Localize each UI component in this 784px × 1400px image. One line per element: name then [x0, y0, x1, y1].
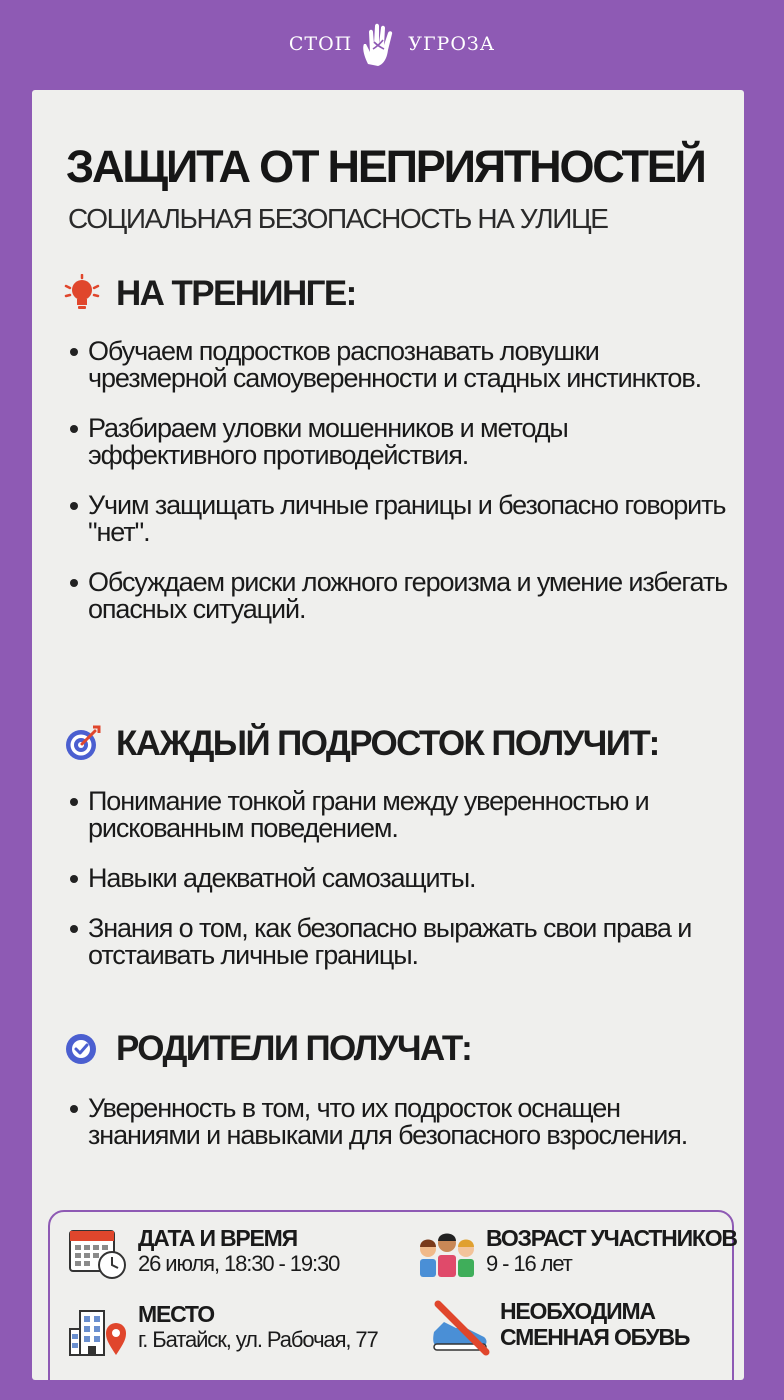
info-date	[68, 1225, 339, 1283]
info-shoes	[430, 1298, 689, 1356]
list-item: Навыки адекватной самозащиты.	[68, 865, 728, 892]
sneaker-icon	[430, 1298, 492, 1356]
page-title: ЗАЩИТА ОТ НЕПРИЯТНОСТЕЙ	[66, 141, 705, 192]
shoes-label-line2: СМЕННАЯ ОБУВЬ	[500, 1324, 690, 1350]
info-place	[68, 1301, 378, 1359]
building-pin-icon	[68, 1301, 130, 1359]
list-item: Знания о том, как безопасно выражать свои права и отстаивать личные границы.	[68, 915, 728, 969]
training-list	[68, 338, 728, 646]
list-item: Понимание тонкой грани между уверенностью и рискованным поведением.	[68, 788, 728, 842]
teen-gets-list	[68, 788, 728, 992]
calendar-clock-icon	[68, 1225, 130, 1283]
section-heading-parents-get	[62, 1028, 471, 1070]
place-label: МЕСТО	[138, 1301, 214, 1327]
age-value: 9 - 16 лет	[486, 1251, 572, 1276]
list-item: Учим защищать личные границы и безопасно говорить "нет".	[68, 492, 728, 546]
date-value: 26 июля, 18:30 - 19:30	[138, 1251, 340, 1276]
section-heading-label: РОДИТЕЛИ ПОЛУЧАТ:	[116, 1029, 472, 1068]
list-item: Уверенность в том, что их подросток оснащен знаниями и навыками для безопасного взросления.	[68, 1095, 728, 1149]
logo	[0, 18, 784, 70]
info-age	[416, 1225, 737, 1283]
target-icon	[62, 724, 102, 764]
place-value: г. Батайск, ул. Рабочая, 77	[138, 1327, 378, 1352]
teens-group-icon	[416, 1225, 478, 1283]
list-item: Обучаем подростков распознавать ловушки чрезмерной самоуверенности и стадных инстинктов.	[68, 338, 728, 392]
age-label: ВОЗРАСТ УЧАСТНИКОВ	[486, 1225, 737, 1251]
section-heading-training	[62, 273, 356, 315]
logo-text-right: УГРОЗА	[408, 33, 496, 55]
date-label: ДАТА И ВРЕМЯ	[138, 1225, 297, 1251]
section-heading-teen-gets	[62, 723, 659, 765]
list-item: Обсуждаем риски ложного героизма и умение избегать опасных ситуаций.	[68, 569, 728, 623]
hand-icon	[354, 18, 406, 70]
poster-card	[32, 90, 744, 1380]
parents-get-list	[68, 1095, 728, 1172]
shoes-label-line1: НЕОБХОДИМА	[500, 1298, 655, 1324]
lightbulb-icon	[62, 274, 102, 314]
list-item: Разбираем уловки мошенников и методы эффективного противодействия.	[68, 415, 728, 469]
section-heading-label: НА ТРЕНИНГЕ:	[116, 274, 356, 313]
section-heading-label: КАЖДЫЙ ПОДРОСТОК ПОЛУЧИТ:	[116, 724, 659, 763]
page-subtitle: СОЦИАЛЬНАЯ БЕЗОПАСНОСТЬ НА УЛИЦЕ	[68, 203, 608, 234]
logo-text-left: СТОП	[288, 33, 353, 55]
check-badge-icon	[62, 1029, 102, 1069]
